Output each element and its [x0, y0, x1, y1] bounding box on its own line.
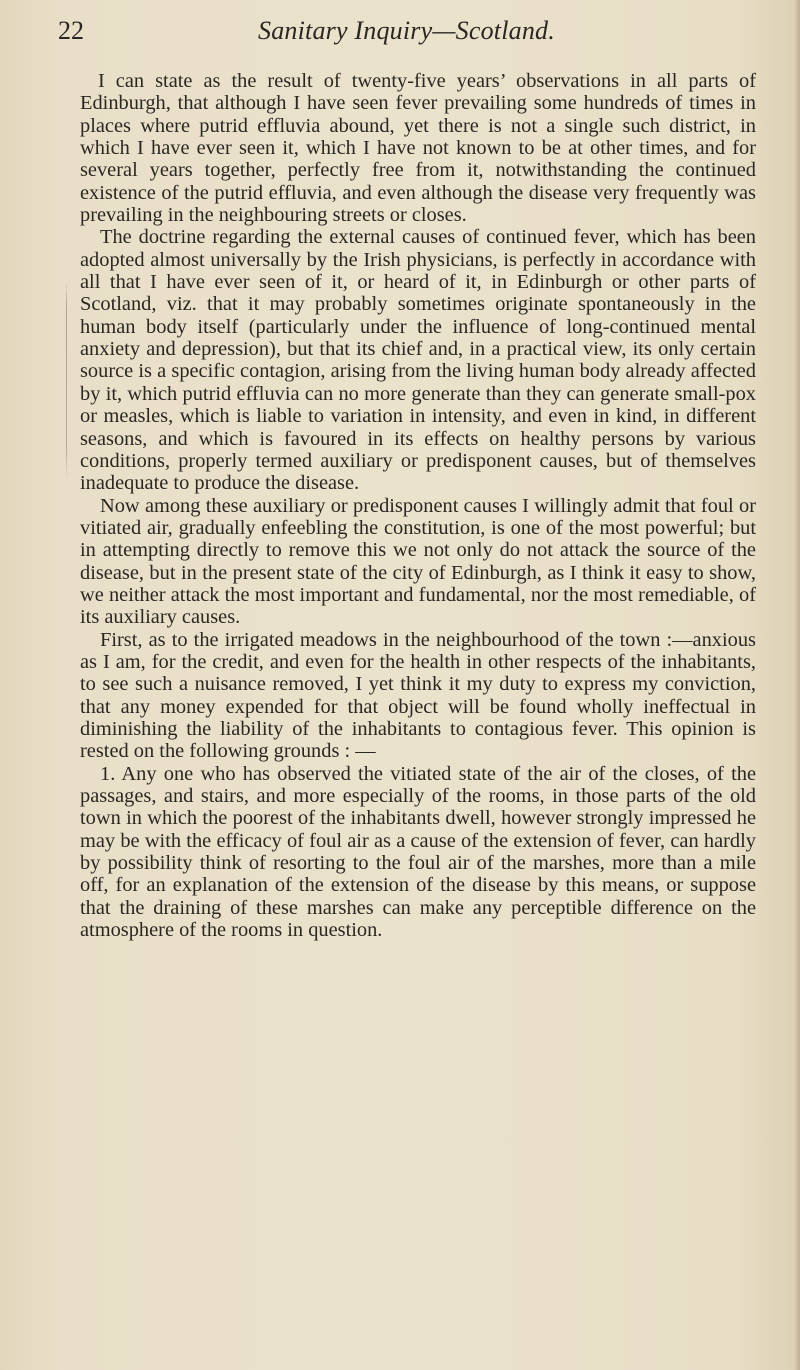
- paragraph-3: Now among these auxiliary or predisponent causes I willingly admit that foul or vitiated air, gradually enfeebling the constitution, is one of the most powerful; but in attempting directly to remove this we not only do not attack the source of the disease, but in the present state of the city of Edinburgh, as I think it easy to show, we neither attack the most important and fundamental, nor the most remediable, of its auxiliary causes.: [80, 494, 756, 629]
- paragraph-4: First, as to the irrigated meadows in the neighbourhood of the town :—anxious as I am, for the credit, and even for the health in other respects of the inhabitants, to see such a nuisance removed, I yet think it my duty to express my conviction, that any money expended for that object will be found wholly ineffectual in diminishing the liability of the inhabitants to contagious fever. This opinion is rested on the following grounds : —: [80, 628, 756, 763]
- page-number: 22: [58, 16, 84, 45]
- running-head: Sanitary Inquiry—Scotland.: [258, 16, 555, 45]
- paragraph-1: I can state as the result of twenty-five years’ observations in all parts of Edinburgh, that although I have seen fever prevailing some hundreds of times in places where putrid effluvia abound, yet there is not a single such district, in which I have ever seen it, which I have not known to be at other times, and for several years together, perfectly free from it, notwithstanding the continued existence of the putrid effluvia, and even although the disease very frequently was prevailing in the neighbouring streets or closes.: [80, 70, 756, 227]
- body-text: [80, 70, 756, 941]
- margin-pencil-line: [66, 280, 67, 480]
- paragraph-5: 1. Any one who has observed the vitiated state of the air of the closes, of the passages, and stairs, and more especially of the rooms, in those parts of the old town in which the poorest of the inhabitants dwell, however strongly impressed he may be with the efficacy of foul air as a cause of the extension of fever, can hardly by possibility think of resorting to the foul air of the marshes, more than a mile off, for an explanation of the extension of the disease by this means, or suppose that the draining of these marshes can make any perceptible difference on the atmosphere of the rooms in question.: [80, 762, 756, 942]
- page-header: [58, 16, 758, 56]
- paragraph-2: The doctrine regarding the external causes of continued fever, which has been adopted almost universally by the Irish physicians, is perfectly in accordance with all that I have ever seen of it, or heard of it, in Edinburgh or other parts of Scotland, viz. that it may probably sometimes originate spontaneously in the human body itself (particularly under the influence of long-continued mental anxiety and depression), but that its chief and, in a practical view, its only certain source is a specific contagion, arising from the living human body already affected by it, which putrid effluvia can no more generate than they can generate small-pox or measles, which is liable to variation in intensity, and even in kind, in different seasons, and which is favoured in its effects on healthy persons by various conditions, properly termed auxiliary or predisponent causes, but of themselves inadequate to produce the disease.: [80, 226, 756, 495]
